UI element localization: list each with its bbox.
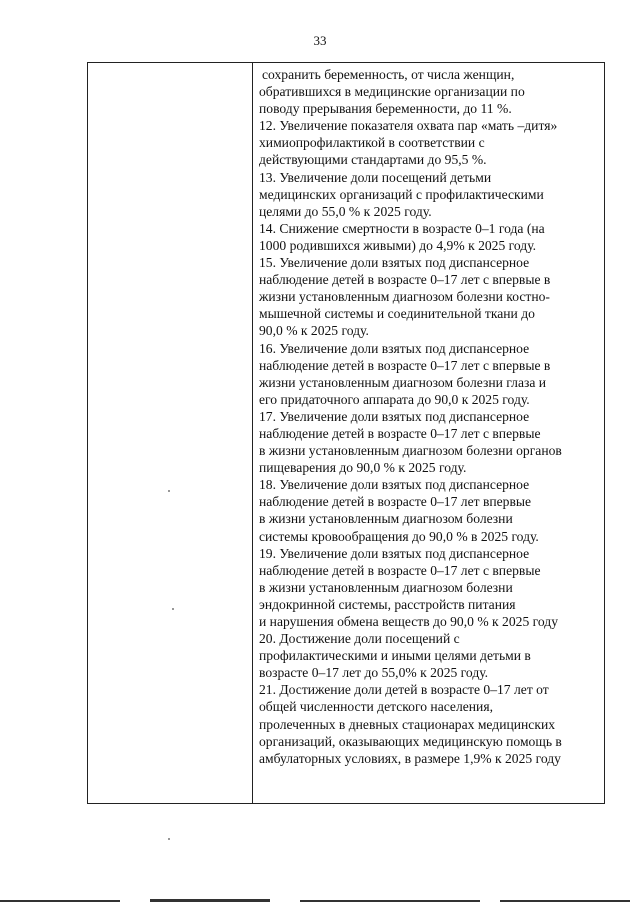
column-divider — [252, 63, 253, 803]
text-line: химиопрофилактикой в соответствии с — [259, 135, 485, 151]
text-line: наблюдение детей в возрасте 0–17 лет с впервые в — [259, 272, 551, 288]
text-line: 15. Увеличение доли взятых под диспансерное — [259, 255, 530, 271]
text-line: 20. Достижение доли посещений с — [259, 631, 460, 647]
text-line: организаций, оказывающих медицинскую помощь в — [259, 733, 562, 749]
text-line: в жизни установленным диагнозом болезни органов — [259, 443, 562, 459]
scan-speck — [168, 490, 170, 492]
text-line: общей численности детского населения, — [259, 699, 493, 715]
text-line: жизни установленным диагнозом болезни костно- — [259, 289, 550, 305]
text-line: мышечной системы и соединительной ткани до — [259, 306, 535, 322]
text-line: действующими стандартами до 95,5 %. — [259, 152, 487, 168]
text-line: 21. Достижение доли детей в возрасте 0–17 лет от — [259, 682, 549, 698]
text-line: 1000 родившихся живыми) до 4,9% к 2025 году. — [259, 237, 537, 253]
text-line: сохранить беременность, от числа женщин, — [262, 67, 515, 82]
text-line: 19. Увеличение доли взятых под диспансерное — [259, 545, 530, 561]
text-line: 12. Увеличение показателя охвата пар «мать –дитя» — [259, 118, 558, 134]
indicators-text-cell — [259, 66, 599, 767]
text-line: 16. Увеличение доли взятых под диспансерное — [259, 340, 530, 356]
scan-edge-artifact — [0, 896, 640, 904]
scan-speck — [172, 608, 174, 610]
document-table — [87, 62, 605, 804]
text-line: пролеченных в дневных стационарах медицинских — [259, 716, 556, 732]
text-line: возрасте 0–17 лет до 55,0% к 2025 году. — [259, 665, 489, 681]
text-line: наблюдение детей в возрасте 0–17 лет с впервые — [259, 425, 541, 441]
text-line: пищеварения до 90,0 % к 2025 году. — [259, 460, 467, 476]
text-line: 13. Увеличение доли посещений детьми — [259, 169, 492, 185]
text-line: профилактическими и иными целями детьми в — [259, 648, 531, 664]
text-line: 90,0 % к 2025 году. — [259, 323, 369, 339]
text-line: в жизни установленным диагнозом болезни — [259, 511, 513, 527]
text-line: 18. Увеличение доли взятых под диспансерное — [259, 477, 530, 493]
page-number: 33 — [313, 33, 327, 48]
text-line: в жизни установленным диагнозом болезни — [259, 579, 513, 595]
text-line: 14. Снижение смертности в возрасте 0–1 года (на — [259, 220, 545, 236]
text-line: наблюдение детей в возрасте 0–17 лет с впервые в — [259, 357, 551, 373]
scan-speck — [168, 838, 170, 840]
text-line: поводу прерывания беременности, до 11 %. — [259, 101, 512, 117]
text-line: медицинских организаций с профилактическими — [259, 186, 544, 202]
text-line: целями до 55,0 % к 2025 году. — [259, 203, 432, 219]
text-line: амбулаторных условиях, в размере 1,9% к 2025 году — [259, 750, 561, 766]
text-line: его придаточного аппарата до 90,0 к 2025 году. — [259, 391, 530, 407]
text-line: обратившихся в медицинские организации по — [259, 84, 525, 100]
text-line: эндокринной системы, расстройств питания — [259, 596, 516, 612]
text-line: наблюдение детей в возрасте 0–17 лет с впервые — [259, 562, 541, 578]
text-line: наблюдение детей в возрасте 0–17 лет впервые — [259, 494, 532, 510]
text-line: системы кровообращения до 90,0 % в 2025 году. — [259, 528, 539, 544]
text-line: и нарушения обмена веществ до 90,0 % к 2025 году — [259, 614, 558, 629]
text-line: жизни установленным диагнозом болезни глаза и — [259, 374, 547, 390]
text-line: 17. Увеличение доли взятых под диспансерное — [259, 408, 530, 424]
